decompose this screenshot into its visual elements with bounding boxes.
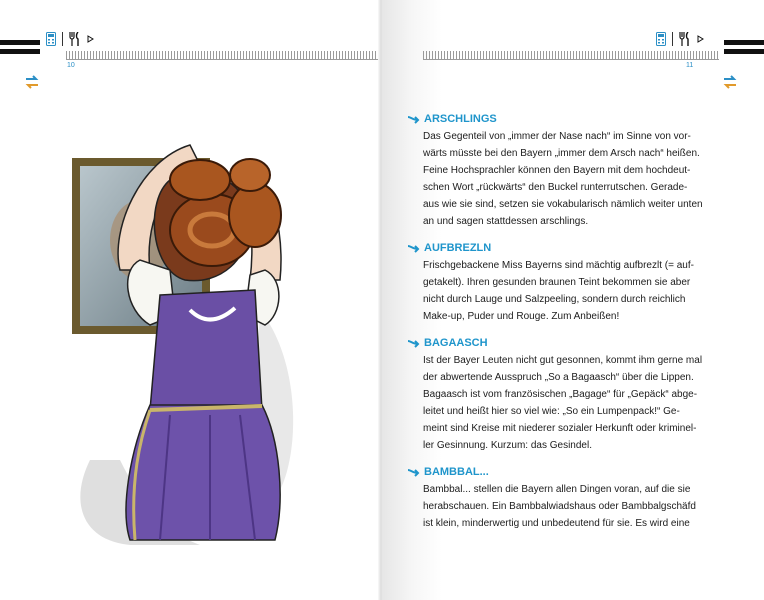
arrow-icon bbox=[407, 468, 420, 477]
swap-arrows-icon bbox=[722, 74, 738, 90]
header-separator bbox=[62, 32, 63, 46]
header-icons-right bbox=[656, 30, 704, 48]
entry-line: aus wie sie sind, setzen sie vokabularisch nämlich weiter unten bbox=[423, 199, 703, 210]
dirndl-illustration bbox=[50, 120, 320, 560]
entry-line: ist klein, minderwertig und unbedeutend für sie. Es wird eine bbox=[423, 518, 690, 529]
entry-line: leitet und heißt hier so viel wie: „So ein Lumpenpack!“ Ge- bbox=[423, 406, 680, 417]
entry-line: wärts müsste bei den Bayern „immer dem Arsch nach“ heißen. bbox=[423, 148, 700, 159]
entry-heading bbox=[407, 466, 705, 478]
glossary-entry bbox=[423, 337, 721, 454]
entry-line: herabschauen. Ein Bambbalwiadshaus oder Bambbalgschäfd bbox=[423, 501, 696, 512]
entry-line: meint sind Kreise mit niederer sozialer Herkunft oder kriminel- bbox=[423, 423, 697, 434]
header-ruler bbox=[66, 51, 378, 59]
entry-line: Frischgebackene Miss Bayerns sind mächtig aufbrezlt (= auf- bbox=[423, 260, 694, 271]
glossary-text bbox=[423, 113, 721, 544]
glossary-entry bbox=[423, 113, 721, 230]
entry-heading bbox=[407, 113, 705, 125]
calculator-icon bbox=[46, 32, 56, 46]
header-icons bbox=[46, 30, 94, 48]
play-icon bbox=[87, 35, 94, 43]
header-rule-line-right bbox=[423, 59, 719, 60]
entry-term: AUFBREZLN bbox=[424, 242, 492, 254]
entry-line: Feine Hochsprachler können den Bayern mit dem hochdeut- bbox=[423, 165, 691, 176]
arrow-icon bbox=[407, 115, 420, 124]
entry-line: getakelt). Ihren gesunden braunen Teint bekommen sie aber bbox=[423, 277, 691, 288]
header-separator bbox=[672, 32, 673, 46]
header-stripe-top bbox=[0, 40, 40, 45]
entry-term: BAMBBAL... bbox=[424, 466, 489, 478]
glossary-entry bbox=[423, 242, 721, 325]
entry-body bbox=[423, 352, 721, 454]
arrow-icon bbox=[407, 244, 420, 253]
swap-arrows-icon bbox=[24, 74, 40, 90]
header-stripe-bottom-right bbox=[724, 49, 764, 54]
page-number-right: 11 bbox=[686, 62, 694, 69]
header-stripe-bottom bbox=[0, 49, 40, 54]
header-ruler-right bbox=[423, 51, 719, 59]
entry-line: der abwertende Ausspruch „So a Bagaasch“ über die Lippen. bbox=[423, 372, 694, 383]
header-stripe-top-right bbox=[724, 40, 764, 45]
entry-body bbox=[423, 257, 721, 325]
entry-line: Bagaasch ist vom französischen „Bagage“ für „Gepäck“ abge- bbox=[423, 389, 698, 400]
entry-line: schen Wort „rückwärts“ den Buckel runterrutschen. Gerade- bbox=[423, 182, 688, 193]
entry-heading bbox=[407, 337, 705, 349]
entry-line: Ist der Bayer Leuten nicht gut gesonnen, kommt ihm gerne mal bbox=[423, 355, 703, 366]
entry-line: an und sagen stattdessen arschlings. bbox=[423, 216, 589, 227]
calculator-icon bbox=[656, 32, 666, 46]
entry-term: ARSCHLINGS bbox=[424, 113, 497, 125]
entry-body bbox=[423, 128, 721, 230]
entry-line: Make-up, Puder und Rouge. Zum Anbeißen! bbox=[423, 311, 620, 322]
entry-line: Das Gegenteil von „immer der Nase nach“ im Sinne von vor- bbox=[423, 131, 691, 142]
entry-term: BAGAASCH bbox=[424, 337, 488, 349]
play-icon bbox=[697, 35, 704, 43]
entry-line: nicht durch Lauge und Salzpeeling, sondern durch reichlich bbox=[423, 294, 686, 305]
header-rule-line bbox=[66, 59, 378, 60]
arrow-icon bbox=[407, 339, 420, 348]
cutlery-icon bbox=[679, 32, 691, 46]
entry-line: ler Gesinnung. Kurzum: das Gesindel. bbox=[423, 440, 592, 451]
glossary-entry bbox=[423, 466, 721, 532]
entry-line: Bambbal... stellen die Bayern allen Dingen voran, auf die sie bbox=[423, 484, 691, 495]
entry-body bbox=[423, 481, 721, 532]
cutlery-icon bbox=[69, 32, 81, 46]
entry-heading bbox=[407, 242, 705, 254]
page-number: 10 bbox=[67, 62, 75, 69]
